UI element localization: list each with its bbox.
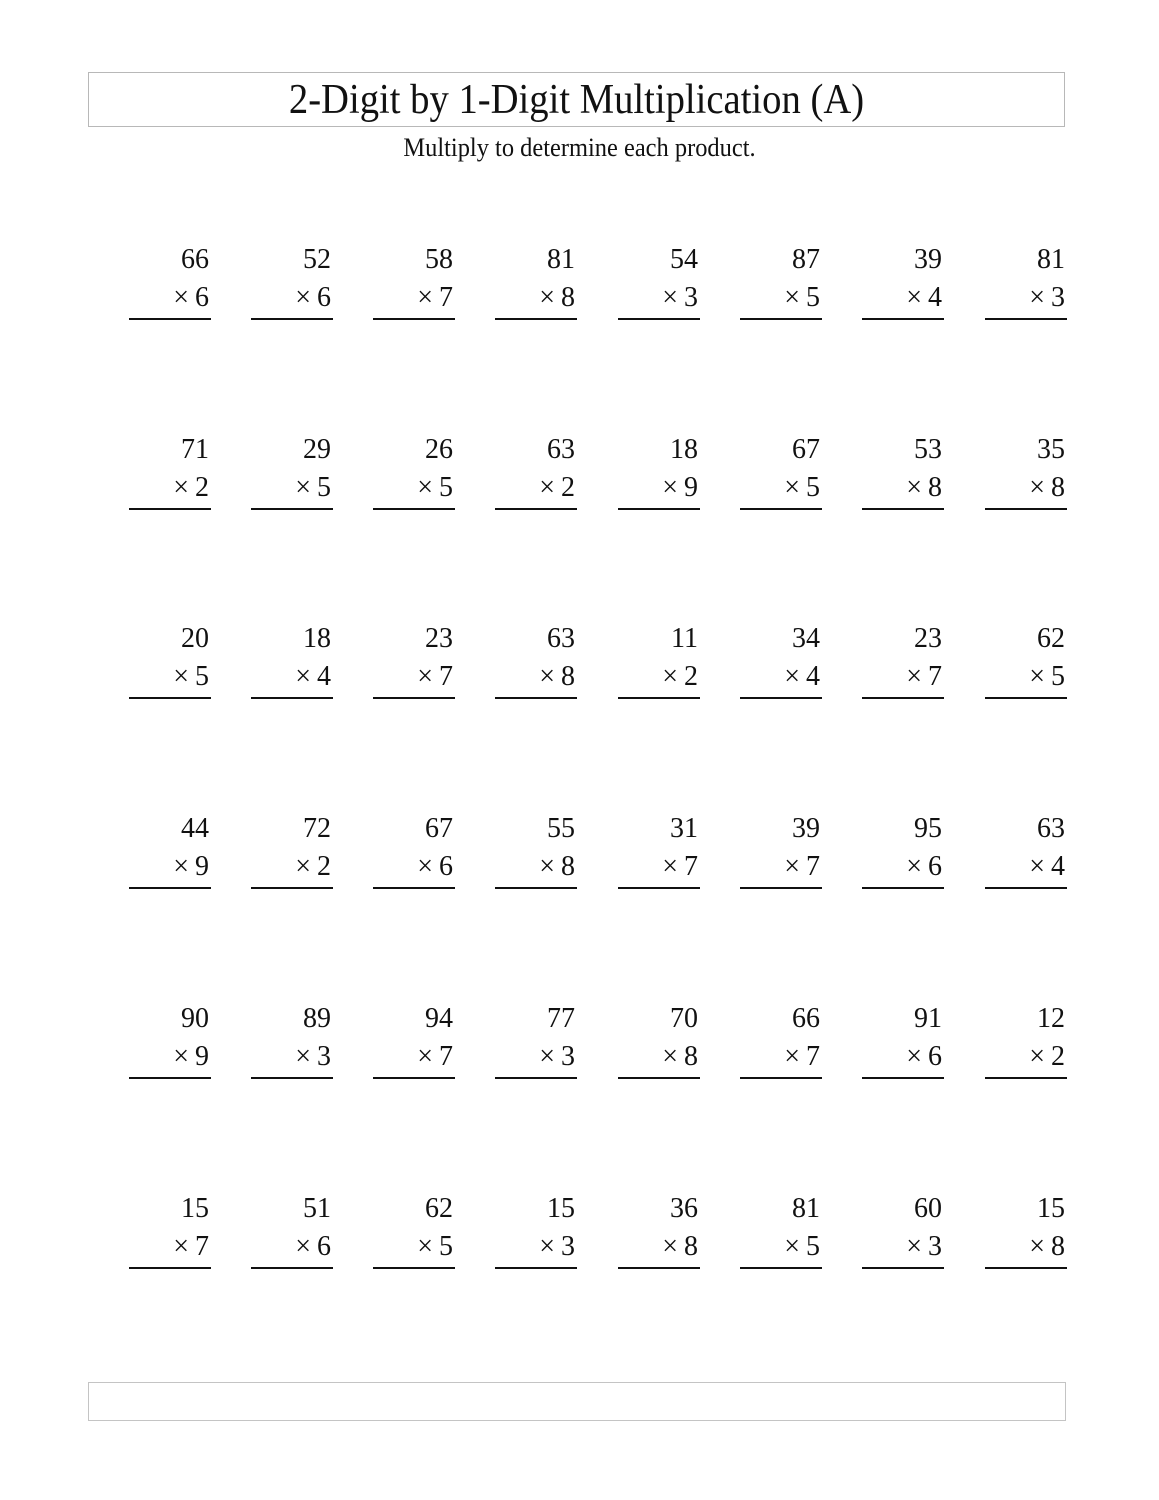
multiplier: 8 — [1051, 1231, 1065, 1262]
answer-line[interactable] — [495, 1077, 577, 1079]
multiplier: 7 — [439, 661, 453, 692]
answer-line[interactable] — [495, 508, 577, 510]
footer-box — [88, 1382, 1066, 1421]
times-icon: × — [173, 1231, 189, 1262]
answer-line[interactable] — [251, 697, 333, 699]
problem — [618, 434, 700, 514]
multiplier: 3 — [928, 1231, 942, 1262]
multiplier-line — [295, 1231, 331, 1263]
answer-line[interactable] — [740, 1077, 822, 1079]
top-number: 15 — [1037, 1193, 1065, 1224]
times-icon: × — [539, 1231, 555, 1262]
problem — [373, 813, 455, 893]
problem — [740, 1003, 822, 1083]
multiplier-line — [417, 1041, 453, 1073]
answer-line[interactable] — [129, 1267, 211, 1269]
multiplier-line — [173, 851, 209, 883]
times-icon: × — [539, 661, 555, 692]
multiplier: 7 — [928, 661, 942, 692]
multiplier-line — [295, 472, 331, 504]
times-icon: × — [173, 1041, 189, 1072]
times-icon: × — [784, 1231, 800, 1262]
multiplier: 2 — [195, 472, 209, 503]
problem — [373, 623, 455, 703]
problem — [129, 244, 211, 324]
multiplier: 9 — [684, 472, 698, 503]
top-number: 87 — [792, 244, 820, 275]
problem — [740, 813, 822, 893]
times-icon: × — [295, 282, 311, 313]
multiplier-line — [173, 472, 209, 504]
top-number: 12 — [1037, 1003, 1065, 1034]
times-icon: × — [662, 472, 678, 503]
times-icon: × — [784, 661, 800, 692]
top-number: 66 — [181, 244, 209, 275]
multiplier: 3 — [317, 1041, 331, 1072]
multiplier: 5 — [1051, 661, 1065, 692]
answer-line[interactable] — [251, 508, 333, 510]
answer-line[interactable] — [985, 1267, 1067, 1269]
multiplier-line — [784, 472, 820, 504]
problem — [862, 623, 944, 703]
answer-line[interactable] — [495, 697, 577, 699]
answer-line[interactable] — [618, 318, 700, 320]
times-icon: × — [662, 661, 678, 692]
problem — [495, 434, 577, 514]
problem — [251, 813, 333, 893]
top-number: 54 — [670, 244, 698, 275]
times-icon: × — [417, 1231, 433, 1262]
multiplier-line — [539, 661, 575, 693]
multiplier: 5 — [195, 661, 209, 692]
answer-line[interactable] — [985, 887, 1067, 889]
answer-line[interactable] — [251, 1267, 333, 1269]
times-icon: × — [906, 282, 922, 313]
multiplier: 2 — [317, 851, 331, 882]
times-icon: × — [295, 851, 311, 882]
times-icon: × — [784, 851, 800, 882]
answer-line[interactable] — [251, 887, 333, 889]
top-number: 55 — [547, 813, 575, 844]
times-icon: × — [1029, 472, 1045, 503]
multiplier-line — [662, 661, 698, 693]
top-number: 53 — [914, 434, 942, 465]
multiplier-line — [173, 661, 209, 693]
answer-line[interactable] — [251, 318, 333, 320]
multiplier: 9 — [195, 1041, 209, 1072]
top-number: 70 — [670, 1003, 698, 1034]
top-number: 63 — [1037, 813, 1065, 844]
problem — [495, 623, 577, 703]
top-number: 60 — [914, 1193, 942, 1224]
problem — [618, 1003, 700, 1083]
times-icon: × — [1029, 1041, 1045, 1072]
problem — [740, 434, 822, 514]
multiplier-line — [1029, 661, 1065, 693]
answer-line[interactable] — [495, 318, 577, 320]
times-icon: × — [417, 851, 433, 882]
multiplier: 5 — [439, 472, 453, 503]
multiplier: 3 — [1051, 282, 1065, 313]
times-icon: × — [295, 1041, 311, 1072]
top-number: 15 — [181, 1193, 209, 1224]
times-icon: × — [295, 1231, 311, 1262]
multiplier: 8 — [684, 1231, 698, 1262]
problem — [251, 434, 333, 514]
problem — [985, 623, 1067, 703]
multiplier: 7 — [806, 851, 820, 882]
top-number: 91 — [914, 1003, 942, 1034]
answer-line[interactable] — [740, 697, 822, 699]
top-number: 15 — [547, 1193, 575, 1224]
multiplier-line — [784, 1041, 820, 1073]
multiplier: 7 — [439, 1041, 453, 1072]
times-icon: × — [539, 851, 555, 882]
answer-line[interactable] — [740, 318, 822, 320]
multiplier: 6 — [317, 1231, 331, 1262]
top-number: 34 — [792, 623, 820, 654]
times-icon: × — [173, 472, 189, 503]
answer-line[interactable] — [618, 1077, 700, 1079]
answer-line[interactable] — [985, 697, 1067, 699]
multiplier-line — [417, 472, 453, 504]
problem — [373, 434, 455, 514]
times-icon: × — [173, 661, 189, 692]
page-title: 2-Digit by 1-Digit Multiplication (A) — [288, 77, 865, 123]
multiplier-line — [295, 282, 331, 314]
times-icon: × — [662, 282, 678, 313]
answer-line[interactable] — [495, 1267, 577, 1269]
multiplier: 2 — [1051, 1041, 1065, 1072]
problem — [129, 1003, 211, 1083]
multiplier-line — [784, 282, 820, 314]
top-number: 63 — [547, 623, 575, 654]
times-icon: × — [1029, 851, 1045, 882]
times-icon: × — [906, 1041, 922, 1072]
problem — [985, 1193, 1067, 1273]
problem — [618, 623, 700, 703]
top-number: 81 — [1037, 244, 1065, 275]
problem — [862, 1193, 944, 1273]
multiplier: 2 — [561, 472, 575, 503]
multiplier: 5 — [806, 1231, 820, 1262]
multiplier-line — [1029, 472, 1065, 504]
times-icon: × — [1029, 661, 1045, 692]
top-number: 62 — [425, 1193, 453, 1224]
problem — [740, 244, 822, 324]
problem — [618, 244, 700, 324]
times-icon: × — [784, 472, 800, 503]
top-number: 71 — [181, 434, 209, 465]
answer-line[interactable] — [740, 887, 822, 889]
top-number: 77 — [547, 1003, 575, 1034]
multiplier: 7 — [439, 282, 453, 313]
problem — [862, 434, 944, 514]
problem — [495, 813, 577, 893]
answer-line[interactable] — [618, 697, 700, 699]
multiplier-line — [539, 851, 575, 883]
top-number: 39 — [914, 244, 942, 275]
answer-line[interactable] — [862, 318, 944, 320]
top-number: 63 — [547, 434, 575, 465]
multiplier: 7 — [806, 1041, 820, 1072]
multiplier-line — [784, 851, 820, 883]
multiplier-line — [295, 1041, 331, 1073]
top-number: 52 — [303, 244, 331, 275]
answer-line[interactable] — [373, 887, 455, 889]
problem — [862, 1003, 944, 1083]
multiplier: 7 — [195, 1231, 209, 1262]
multiplier: 5 — [806, 282, 820, 313]
problem — [862, 813, 944, 893]
multiplier-line — [906, 661, 942, 693]
times-icon: × — [417, 1041, 433, 1072]
top-number: 11 — [671, 623, 698, 654]
top-number: 20 — [181, 623, 209, 654]
problem — [862, 244, 944, 324]
times-icon: × — [173, 851, 189, 882]
times-icon: × — [784, 282, 800, 313]
multiplier: 6 — [928, 851, 942, 882]
answer-line[interactable] — [740, 1267, 822, 1269]
problem — [373, 1003, 455, 1083]
multiplier: 9 — [195, 851, 209, 882]
problem — [495, 244, 577, 324]
multiplier: 3 — [684, 282, 698, 313]
top-number: 81 — [547, 244, 575, 275]
answer-line[interactable] — [740, 508, 822, 510]
top-number: 44 — [181, 813, 209, 844]
multiplier: 5 — [317, 472, 331, 503]
times-icon: × — [173, 282, 189, 313]
times-icon: × — [539, 282, 555, 313]
multiplier: 4 — [806, 661, 820, 692]
multiplier: 8 — [561, 282, 575, 313]
top-number: 35 — [1037, 434, 1065, 465]
multiplier-line — [173, 1041, 209, 1073]
problem — [251, 1193, 333, 1273]
problem — [740, 1193, 822, 1273]
multiplier-line — [662, 1041, 698, 1073]
times-icon: × — [417, 661, 433, 692]
problem — [985, 244, 1067, 324]
answer-line[interactable] — [129, 697, 211, 699]
times-icon: × — [295, 661, 311, 692]
answer-line[interactable] — [618, 1267, 700, 1269]
multiplier-line — [417, 1231, 453, 1263]
multiplier: 6 — [317, 282, 331, 313]
multiplier: 2 — [684, 661, 698, 692]
problem — [985, 813, 1067, 893]
answer-line[interactable] — [618, 887, 700, 889]
problem — [129, 1193, 211, 1273]
multiplier-line — [1029, 851, 1065, 883]
multiplier-line — [417, 661, 453, 693]
problem — [251, 623, 333, 703]
multiplier-line — [784, 661, 820, 693]
answer-line[interactable] — [862, 697, 944, 699]
answer-line[interactable] — [129, 508, 211, 510]
top-number: 23 — [425, 623, 453, 654]
times-icon: × — [539, 1041, 555, 1072]
problem — [251, 244, 333, 324]
multiplier-line — [784, 1231, 820, 1263]
problem — [740, 623, 822, 703]
answer-line[interactable] — [862, 508, 944, 510]
top-number: 90 — [181, 1003, 209, 1034]
answer-line[interactable] — [985, 318, 1067, 320]
multiplier-line — [539, 282, 575, 314]
problem — [985, 1003, 1067, 1083]
multiplier: 5 — [806, 472, 820, 503]
multiplier: 4 — [317, 661, 331, 692]
top-number: 29 — [303, 434, 331, 465]
top-number: 94 — [425, 1003, 453, 1034]
multiplier-line — [295, 661, 331, 693]
problem — [495, 1003, 577, 1083]
answer-line[interactable] — [618, 508, 700, 510]
problem — [373, 1193, 455, 1273]
answer-line[interactable] — [862, 1267, 944, 1269]
problem — [251, 1003, 333, 1083]
answer-line[interactable] — [129, 318, 211, 320]
multiplier: 8 — [684, 1041, 698, 1072]
times-icon: × — [906, 472, 922, 503]
answer-line[interactable] — [985, 508, 1067, 510]
multiplier-line — [173, 282, 209, 314]
multiplier: 4 — [1051, 851, 1065, 882]
answer-line[interactable] — [862, 1077, 944, 1079]
answer-line[interactable] — [862, 887, 944, 889]
multiplier-line — [173, 1231, 209, 1263]
multiplier-line — [417, 282, 453, 314]
problem — [129, 623, 211, 703]
multiplier-line — [662, 851, 698, 883]
times-icon: × — [906, 661, 922, 692]
multiplier-line — [1029, 1231, 1065, 1263]
top-number: 39 — [792, 813, 820, 844]
multiplier-line — [1029, 282, 1065, 314]
multiplier: 8 — [928, 472, 942, 503]
times-icon: × — [906, 1231, 922, 1262]
multiplier-line — [906, 282, 942, 314]
answer-line[interactable] — [129, 1077, 211, 1079]
times-icon: × — [784, 1041, 800, 1072]
top-number: 81 — [792, 1193, 820, 1224]
top-number: 31 — [670, 813, 698, 844]
multiplier: 8 — [561, 661, 575, 692]
multiplier: 3 — [561, 1041, 575, 1072]
problem — [129, 813, 211, 893]
top-number: 51 — [303, 1193, 331, 1224]
answer-line[interactable] — [373, 508, 455, 510]
multiplier-line — [906, 851, 942, 883]
top-number: 26 — [425, 434, 453, 465]
times-icon: × — [417, 282, 433, 313]
answer-line[interactable] — [373, 318, 455, 320]
top-number: 18 — [303, 623, 331, 654]
multiplier-line — [417, 851, 453, 883]
multiplier-line — [295, 851, 331, 883]
answer-line[interactable] — [495, 887, 577, 889]
answer-line[interactable] — [373, 697, 455, 699]
top-number: 67 — [792, 434, 820, 465]
multiplier: 8 — [1051, 472, 1065, 503]
multiplier: 8 — [561, 851, 575, 882]
top-number: 72 — [303, 813, 331, 844]
top-number: 23 — [914, 623, 942, 654]
times-icon: × — [417, 472, 433, 503]
top-number: 95 — [914, 813, 942, 844]
top-number: 58 — [425, 244, 453, 275]
multiplier: 7 — [684, 851, 698, 882]
times-icon: × — [1029, 1231, 1045, 1262]
multiplier: 4 — [928, 282, 942, 313]
problem — [373, 244, 455, 324]
instructions: Multiply to determine each product. — [403, 133, 756, 162]
answer-line[interactable] — [373, 1077, 455, 1079]
multiplier-line — [662, 472, 698, 504]
multiplier-line — [662, 1231, 698, 1263]
multiplier: 6 — [439, 851, 453, 882]
top-number: 89 — [303, 1003, 331, 1034]
top-number: 67 — [425, 813, 453, 844]
times-icon: × — [906, 851, 922, 882]
answer-line[interactable] — [129, 887, 211, 889]
top-number: 62 — [1037, 623, 1065, 654]
times-icon: × — [539, 472, 555, 503]
multiplier-line — [662, 282, 698, 314]
answer-line[interactable] — [985, 1077, 1067, 1079]
multiplier: 6 — [928, 1041, 942, 1072]
top-number: 66 — [792, 1003, 820, 1034]
multiplier: 6 — [195, 282, 209, 313]
multiplier-line — [906, 1041, 942, 1073]
multiplier-line — [906, 472, 942, 504]
times-icon: × — [662, 851, 678, 882]
times-icon: × — [295, 472, 311, 503]
problem — [618, 1193, 700, 1273]
multiplier: 5 — [439, 1231, 453, 1262]
answer-line[interactable] — [373, 1267, 455, 1269]
problem — [129, 434, 211, 514]
problem — [618, 813, 700, 893]
multiplier-line — [539, 472, 575, 504]
problem — [495, 1193, 577, 1273]
answer-line[interactable] — [251, 1077, 333, 1079]
times-icon: × — [662, 1041, 678, 1072]
multiplier-line — [906, 1231, 942, 1263]
times-icon: × — [662, 1231, 678, 1262]
multiplier-line — [539, 1231, 575, 1263]
multiplier-line — [539, 1041, 575, 1073]
problem — [985, 434, 1067, 514]
times-icon: × — [1029, 282, 1045, 313]
multiplier: 3 — [561, 1231, 575, 1262]
multiplier-line — [1029, 1041, 1065, 1073]
top-number: 18 — [670, 434, 698, 465]
top-number: 36 — [670, 1193, 698, 1224]
